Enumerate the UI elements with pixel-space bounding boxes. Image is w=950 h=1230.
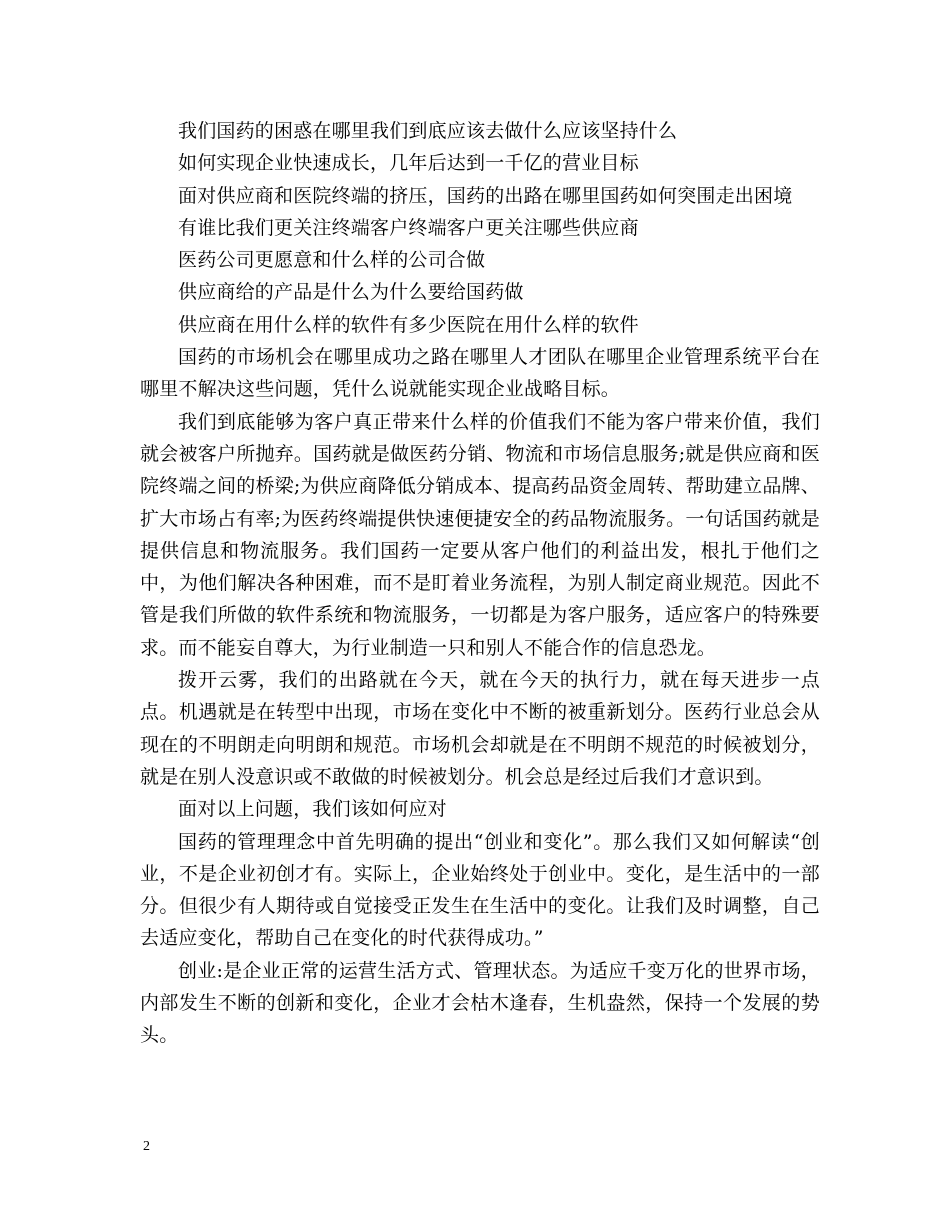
paragraph: 供应商在用什么样的软件有多少医院在用什么样的软件	[178, 313, 639, 336]
document-body	[140, 115, 820, 1052]
paragraph: 有谁比我们更关注终端客户终端客户更关注哪些供应商	[178, 216, 639, 239]
paragraph: 国药的管理理念中首先明确的提出“创业和变化”。那么我们又如何解读“创业，不是企业初创才有。实际上，企业始终处于创业中。变化，是生活中的一部分。但很少有人期待或自觉接受正发生在生活中的变化。让我们及时调整，自己去适应变化，帮助自己在变化的时代获得成功。”	[140, 830, 820, 950]
paragraph: 国药的市场机会在哪里成功之路在哪里人才团队在哪里企业管理系统平台在哪里不解决这些问题，凭什么说就能实现企业战略目标。	[140, 346, 820, 401]
paragraph: 医药公司更愿意和什么样的公司合做	[178, 249, 486, 272]
paragraph: 供应商给的产品是什么为什么要给国药做	[178, 281, 524, 304]
paragraph: 如何实现企业快速成长，几年后达到一千亿的营业目标	[178, 152, 639, 175]
paragraph: 面对供应商和医院终端的挤压，国药的出路在哪里国药如何突围走出困境	[178, 184, 793, 207]
paragraph: 我们国药的困惑在哪里我们到底应该去做什么应该坚持什么	[178, 120, 678, 142]
paragraph: 面对以上问题，我们该如何应对	[178, 798, 447, 821]
paragraph: 我们到底能够为客户真正带来什么样的价值我们不能为客户带来价值，我们就会被客户所抛弃。国药就是做医药分销、物流和市场信息服务;就是供应商和医院终端之间的桥梁;为供应商降低分销成本、提高药品资金周转、帮助建立品牌、扩大市场占有率;为医药终端提供快速便捷安全的药品物流服务。一句话国药就是提供信息和物流服务。我们国药一定要从客户他们的利益出发，根扎于他们之中，为他们解决各种困难，而不是盯着业务流程，为别人制定商业规范。因此不管是我们所做的软件系统和物流服务，一切都是为客户服务，适应客户的特殊要求。而不能妄自尊大，为行业制造一只和别人不能合作的信息恐龙。	[140, 410, 820, 659]
page-number: 2	[143, 1139, 150, 1154]
paragraph: 创业:是企业正常的运营生活方式、管理状态。为适应千变万化的世界市场，内部发生不断的创新和变化，企业才会枯木逢春，生机盎然，保持一个发展的势头。	[140, 959, 820, 1047]
paragraph: 拨开云雾，我们的出路就在今天，就在今天的执行力，就在每天进步一点点。机遇就是在转型中出现，市场在变化中不断的被重新划分。医药行业总会从现在的不明朗走向明朗和规范。市场机会却就是在不明朗不规范的时候被划分，就是在别人没意识或不敢做的时候被划分。机会总是经过后我们才意识到。	[140, 669, 820, 788]
